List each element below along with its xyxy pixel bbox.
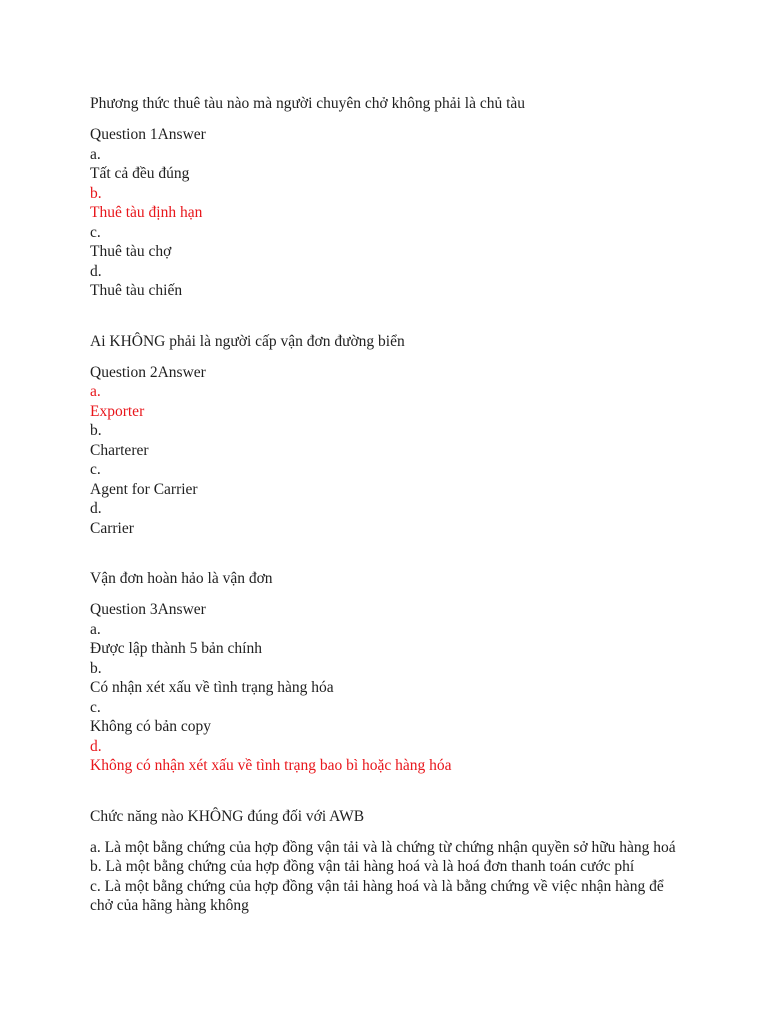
option-text: Agent for Carrier [90, 480, 198, 498]
option-text: Có nhận xét xấu về tình trạng hàng hóa [90, 679, 334, 696]
question-stem: Phương thức thuê tàu nào mà người chuyên chở không phải là chủ tàu [90, 95, 526, 112]
option-letter: d. [90, 500, 102, 517]
question-stem: Vận đơn hoàn hảo là vận đơn [90, 570, 273, 587]
spacer [90, 776, 690, 807]
option-letter: c. [90, 223, 101, 241]
option-letter: d. [90, 262, 102, 280]
option-letter: c. [90, 698, 101, 716]
question-header: Question 2Answer [90, 363, 206, 381]
option-letter: a. [90, 145, 101, 163]
option-paragraph: c. Là một bằng chứng của hợp đồng vận tải hàng hoá và là bằng chứng về việc nhận hàng để chở của hãng hàng không [90, 877, 664, 914]
option-text: Thuê tàu chợ [90, 243, 172, 260]
option-letter: c. [90, 461, 101, 478]
question-3 [90, 569, 690, 776]
question-1 [90, 94, 690, 301]
spacer [90, 538, 690, 569]
option-text: Được lập thành 5 bản chính [90, 640, 262, 657]
option-letter: a. [90, 383, 101, 400]
option-text: Thuê tàu chiến [90, 282, 183, 299]
option-text: Tất cả đều đúng [90, 165, 190, 182]
option-text: Không có nhận xét xấu về tình trạng bao bì hoặc hàng hóa [90, 757, 452, 774]
document-page [90, 94, 690, 916]
option-paragraph: b. Là một bằng chứng của hợp đồng vận tải hàng hoá và là hoá đơn thanh toán cước phí [90, 858, 635, 875]
option-text: Không có bản copy [90, 718, 211, 735]
question-stem: Ai KHÔNG phải là người cấp vận đơn đường biển [90, 332, 405, 350]
question-header: Question 3Answer [90, 601, 206, 618]
option-letter: a. [90, 620, 101, 638]
option-text: Carrier [90, 519, 134, 537]
option-text: Exporter [90, 402, 145, 420]
spacer [90, 301, 690, 332]
question-stem: Chức năng nào KHÔNG đúng đối với AWB [90, 807, 365, 825]
question-header: Question 1Answer [90, 126, 206, 143]
option-text: Charterer [90, 441, 149, 459]
option-text: Thuê tàu định hạn [90, 204, 203, 221]
option-letter: d. [90, 737, 102, 755]
question-4 [90, 807, 690, 916]
option-letter: b. [90, 422, 102, 439]
option-letter: b. [90, 659, 102, 677]
option-paragraph: a. Là một bằng chứng của hợp đồng vận tải và là chứng từ chứng nhận quyền sở hữu hàng hoá [90, 838, 676, 856]
question-2 [90, 332, 690, 539]
option-letter: b. [90, 184, 102, 202]
